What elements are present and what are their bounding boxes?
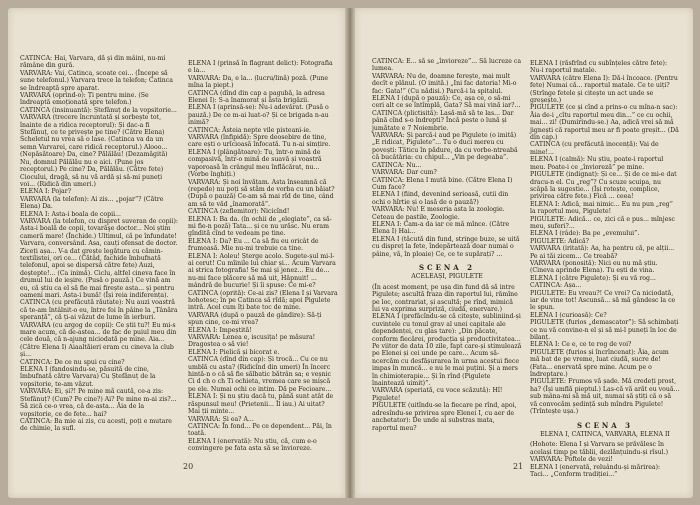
dialogue-line: (În acest moment, pe ușa din fund dă să intre Pigulete; ascultă fraza din raportul lui, rămîne pe loc, contrariat, și ascultă; pe rînd, mimică lui va exprima surpriză, ciudă, enervare.) xyxy=(372,283,518,313)
dialogue-line: VARVARA (cu argog de copii): Ce știi tu?! Eu mi-s mare acum, că de-astea... de fac de puiul meu din cele două, că n-ajung niciodată pe mine. Aia... (Către Elena I) Aiaaltăieri eram cu cineva la club și... xyxy=(20,321,177,359)
dialogue-line: PIGULETE (indignat): Și ce... Și de ce mi-e dat dracu-n el. Cu „reg”? Cu scuze scuipa, nu scăpă la sugestie... (Își rotește, complice, privirea către fete.) Fică ... ceea! xyxy=(530,171,677,201)
dialogue-line: ELENA I: Ce e, ce te rog de voi? xyxy=(530,341,632,349)
dialogue-line: CATINCA: Ba mie ai zis, cu acesti, poți e mutare de chimie, la sufl. xyxy=(20,417,172,433)
dialogue-line: CATINCA: Nu... xyxy=(372,161,422,169)
page-number-right: 21 xyxy=(513,462,524,471)
dialogue-line: PIGULETE: Frumos vă șade. Mă credeți prost, ha? (Își umflă pieptul.) Las-că vă arăt eu vouă... sub mâna-mi să mă uit, numai să știți că o să vă convocăm ședință sub mîndra Pigulete! (Trîntește ușa.) xyxy=(530,378,680,416)
dialogue-line: VARVARA (speriată, cu voce scăzută): Hî! Pigulete! xyxy=(372,387,503,402)
dialogue-line: ELENA I: Pojar? xyxy=(20,188,72,196)
dialogue-line: CATINCA (dînd din cap a pagubă, la adresa Elenei I): S-a înamorat și ăsta brigăzii. xyxy=(188,89,325,105)
left-column-2 xyxy=(188,60,338,480)
dialogue-line: PIGULETE (uitîndu-se la fiecare pe rînd, apoi, adresîndu-se privirea spre Elenei I, cu aer de anchetator): De unde ai substras mata, raportul meu? xyxy=(372,402,517,432)
dialogue-line: PIGULETE: Adică? xyxy=(530,237,589,245)
dialogue-line: ELENA I (prinsă în flagrant delict): Fotografia e la... xyxy=(188,60,333,75)
dialogue-line: VARVARA: Da, e la... (lucru/lină) poză. (Pune mîna la piept.) xyxy=(188,74,329,90)
dialogue-line: ELENA I (curioasă): Ce? xyxy=(530,311,607,319)
page-number-left: 20 xyxy=(183,462,194,471)
dialogue-line: ELENA I (aprinsă-se): Nu-i adevărat. (Pusă o pauză.) De ce m-ai luat-o? Și ce brigada n-au inimă? xyxy=(188,104,329,127)
dialogue-line: ELENA I (râde): Ba pe „evemului”. xyxy=(530,230,640,238)
dialogue-line: ELENA I (enervată): Nu știu, că, cum e-o convingere pe fata asta să se învioreze. xyxy=(188,437,317,453)
dialogue-line: ELENA I (plângătoare): Tu, într-o mină de compasivă, într-o mină de suavă și voastră vaporoasă în crângul meu înflăcărat, nu... (Vorbe înghiți.) xyxy=(188,148,322,179)
dialogue-line: VARVARA: Ei, și?! Pe mine mă caută, ce-a zis: Ștefănuț? (Cum? Pe cine?) Ai? Pe mine m-ai zis?... Să zică ce-o vrea, că de-asta... Ăia de la vopsitorie, ce de fete... hai? xyxy=(20,388,177,418)
dialogue-line: ELENA I: Ba da. (în ochii de „elegiate”, ca să-mi fie-n poză) Tata... și ce nu urăsc. Nu eram gîndită cînd te vedeam pe tine. xyxy=(188,215,332,238)
dialogue-line: VARVARA: Nu! E meseria asta la zoologie. Ceteau de pastile, Zoologie. xyxy=(372,206,505,221)
dialogue-line: ELENA I (către Pigulete): Și eu vă rog... xyxy=(530,274,656,282)
dialogue-line: ELENA I: Adică, mai nimic... Eu nu pun „reg” la raportul meu, Pigulete! xyxy=(530,200,673,216)
dialogue-line: CATINCA (cu prefăcută răutate): Nu auzi voastră că te-am întâlnit-o eu, între foi în pâine la „Tânăra speranță”, că ți-ai văzut de lume în ierburi. xyxy=(20,299,178,322)
dialogue-line: VARVARA (la telefon): Ai zis... „pojar”? (Către Elena) Da. xyxy=(20,195,164,211)
dialogue-line: ELENA I: Da? Eu ... Ca să fiu eu oricât de frumoasă. Mie nu-mi trebuie ca tine. xyxy=(188,237,319,253)
book-gutter xyxy=(345,8,355,498)
dialogue-line: CATINCA: Așa... xyxy=(530,282,582,290)
dialogue-line: CATINCA: E... să se „învioreze”... Să lucreze ca lumea. xyxy=(372,58,522,73)
dialogue-line: PIGULETE (furios și încrîncenat): Ăia, acum mă bat de pe vreme, luat ciudă, sucre de! (Fata... enervată spre mine. Acum pe o îndreptare.) xyxy=(530,348,669,379)
dialogue-line: PIGULETE: Eu vreau?! Ce vrei? Ca niciodată, iar de vine tot! Ascunsă... să mă gândesc la ce le spun. xyxy=(530,289,676,312)
dialogue-line: ELENA I: Cam-a da iar ce mă mînce. (Către Elena I) Hai... xyxy=(372,220,510,236)
dialogue-line: ELENA I (enervată, reluându-și mărirea): Taci... „Conform tradiției...” xyxy=(530,463,661,478)
dialogue-line: VARVARA: Și noi învățam. Asta înseamnă că (repede) nu poți să stăm de vorba cu un băiat? (După o pauză) Ce-am să mai rîd de tine, când am să te văd „înamorată”. xyxy=(188,178,335,208)
dialogue-line: (Hohote: Elena I și Varvara se prăvălesc în același timp pe tăblii, dezlănțuindu-și rîsul.) xyxy=(530,441,669,456)
dialogue-line: CATINCA: Hai, Varvara, dă și din mâini, nu-mi rămâne din gură. xyxy=(20,55,166,70)
dialogue-line: ELENA I: Aoleu! Șterge acolo. Sugete-șul mi-l-ai cerut! Cu mîinile lui chiar și... Acum Varvara ai strica fotografia! Se mai și jenez... Eu de... nu-mi face plăcere să mă uit, Hăpnuit! ... mândră de bucurie! Și îi spuse: Ce mi-e? xyxy=(188,252,336,290)
dialogue-line: VARVARA (iritată): Aa, ha pentru că, pe alții... Pe ai tăi zicem... Ce treabă? xyxy=(530,245,675,260)
dialogue-line: VARVARA: Și ea? A... xyxy=(188,415,254,423)
dialogue-line: VARVARA: Nu de, doamne ferește, mai mult decît e plănul. (O imită.) „Ini fac datoria! Mi-o fac: Gata!” (Cu nădisi.) Parcă-i la spitalul. xyxy=(372,72,517,95)
dialogue-line: CATINCA: Elena I mută bine. (Către Elena I) Cum face? xyxy=(372,176,513,191)
dialogue-line: CATINCA (cu prefăcută inocență): Vai de mine!... xyxy=(530,141,659,156)
dialogue-line: ELENA I (răsfrînd cu subînțeles către fete): Nu-i raportul matale. xyxy=(530,60,668,75)
scene-characters: ELENA I, CATINCA, VARVARA, ELENA II xyxy=(540,430,670,438)
scene-heading: SCENA 2 xyxy=(418,262,476,272)
dialogue-line: VARVARA: Dar cum? xyxy=(372,169,437,177)
dialogue-line: ELENA I: Pielică și bicorat e. xyxy=(188,348,280,356)
scene-heading: SCENA 3 xyxy=(576,420,634,430)
dialogue-line: VARVARA: Vai, Catinca, scoate cei... (Începe să sune telefonul.) Varvara trece la telefon; Catinca se îndreaptă spre aparat. xyxy=(20,69,173,92)
dialogue-line: CATINCA (dînd din cap): Și trocă... Cu ce nu umblă cu asta? (Ridicînd din umeri) În încerc hintă-n o că să fie sălbatic bătrân sa; e veșnic Ci d ch o ch Ti ochieta, vremea care se mișcă pe ele. Numai ochi ce intim. Dă pe Fecioare... xyxy=(188,356,332,393)
dialogue-line: PIGULETE: Adică... ce, zici că e pus... mînjesc meu, suferi?... xyxy=(530,215,676,230)
right-column-2 xyxy=(530,60,680,478)
dialogue-line: VARVARA (la telefon, cu dispret suveran de copii): Asta-i boală de copii, tovarăşe doctor... Noi știm cameră mare! (Închide.) Ultimul, că pe înfundate! Varvara, conversând. Asa, cauți ofensat de doctor. Ziceți așa... V-a dat grește legătura cu cămin-textilistei, ori ce... (Cătâd, fachide îmbufnată telefonul, apoi se dispersă către fete) Auzi, deștepte!... (Ca inimă). Ciclu, altfel cineva face în drumul lui de ieșire. (Pusă o pauză.) Ce vină am eu, că știu ca el să fie mai firește asta... și pentru oameni mari. Asta-i bună! (Își reia indiferența). xyxy=(20,217,179,299)
dialogue-line: ELENA I (prefăcîndu-se că citește, subliniind-și cuvintele cu tonul grav al unei capitale ale dependenței, cu glas tare): „Din păcate, conform fiecărei, producția și productivitatea... Pe viitor de data 10 zile, fapt care-și stimulează pe Elenei și cei unde pe care... Acum să-ncercăm cu desfășurarea în urma acestui fiece impas în muncă... e nu le mai puțini. Și a mers în chimioterapie... Și în rînd (Pigulete înaintează uimit)”. xyxy=(372,313,522,388)
dialogue-line: CATINCA (oprită): Ce-ai zis? (Elena I și Varvara hohotesc; în pe Catinca să rîdă; apoi Pigulete intră. Acel cum îți bate toc de mine. xyxy=(188,289,338,312)
left-column-1 xyxy=(20,55,178,475)
right-column-1 xyxy=(372,58,522,478)
dialogue-line: ELENA I: Și nu știu dacă tu, până sunt atât de răspunsul meu! (Prietenii... Îl iau.) Ai uitat? Mai ții minte... xyxy=(188,393,334,416)
dialogue-line: ELENA I (fiind, devenind serioasă, cutii din ochi o hîrtie și o lasă de o pauză?) xyxy=(372,191,509,206)
dialogue-line: CATINCA: În fond... Pe ce dependent... Păi, în toată. xyxy=(188,422,332,438)
dialogue-line: VARVARA: Lenea e, iscusița! pe măsura! Dragostea o să vie! xyxy=(188,334,316,349)
dialogue-line: ELENA I (fandosindu-se, păsuită de cine, îmbufnată către Varvara) Cu Ștefănuț de la vopsitorie, te-am văzut. xyxy=(20,366,156,388)
dialogue-line: VARVARA (după o pauză de gândire): Să-ți spun cine, ce-mi vrea? xyxy=(188,311,322,327)
dialogue-line: CATINCA: Ăsteia nepte vile pisteani-ie. xyxy=(188,126,311,134)
dialogue-line: ELENA I (după o pauză): Ce, așa ce, o să-mi ceri alt ce se întîmplă, Gata? Să mai vină iar?... xyxy=(372,95,521,110)
dialogue-line: VARVARA (trecere încruntată și sorbește tot, înainte de a ridica receptorul): Și dac-a fi Ștefănuț, ce te privește pe tine? (Către Elena) Scheletul nu vrea să o lase. (Catinca va da un semn Varvarei, care ridică receptorul.) Alooo... (Nepăsătoare) Da, cine? Pălălău! (Dezamăgită) Nu, domnul Pălălău nu e aici. (Pune jos receptorul.) Pe cine? Da, Pălălău. (Către fete) Ciocului, dragă, să nu vă ardă și să-mi puneți voi... (Ridică din umeri.) xyxy=(20,114,168,188)
dialogue-line: PIGULETE (ce și cînd a prins-o cu mîna-n sac): Ăia de-i „cîtu raportul meu din...” ce cu ochii, mai... zi! (Dumirindu-se.) Aa, adică vrei să mă jignești că raportul meu ar fi poate greșit... (Dă din cap.) xyxy=(530,104,679,142)
dialogue-line: ELENA I: Asta-i boala de copii... xyxy=(20,210,121,218)
dialogue-line: CATINCA (plictisită): Lasă-mă să te las... Dar până cînd s-o îndrepti? Încă peste o lună și jumătate e 7 Noiembrie. xyxy=(372,109,514,132)
dialogue-line: ELENA I: Impeștită! xyxy=(188,326,252,334)
dialogue-line: ELENA I (calmă): Nu știu, poate-i raportul meu. Poate-i ce „învioreză” pe mine. xyxy=(530,156,664,171)
scene-characters: ACELEAȘI, PIGULETE xyxy=(411,273,483,281)
dialogue-line: ELENA I (tăcută din fund, stringe buze, se uită cu dispreț la fete, îndepărtează doar numai o pâine, vă, în ploaie) Ce, ce te supărați? ... xyxy=(372,235,520,258)
dialogue-line: VARVARA (oprind-o): Ți pentru mine. (Se îndreaptă emoționată spre telefon.) xyxy=(20,92,149,107)
dialogue-line: VARVARA: Poftele de vezi! xyxy=(530,456,613,464)
dialogue-line: PIGULETE (furios „demascator”): Să schimbați ce nu vă convine-n el și să mi-l puneți în loc de bilanț. xyxy=(530,319,679,342)
dialogue-line: CATINCA (insinuantă): Ștefănuț de la vopsitorie... xyxy=(20,106,177,114)
dialogue-line: CATINCA: De ce nu spui cu cine? xyxy=(20,358,125,366)
dialogue-line: VARVARA (ponosită): Nici eu nu mă știu. (Cineva aprinde Elena). Tu ești de vina. xyxy=(530,259,658,275)
dialogue-line: VARVARA: Și parcă-i aud pe Pigulete (o imită) „E ridicat, Pigulete”... Tu o duci mereu cu povești: Tăticu în pădure, da cu vorbe-ntreabă că bucătăria: cu chipul... „Vin pe degeaba”. xyxy=(372,132,518,162)
dialogue-line: VARVARA (către Elena I): Dă-i încoace. (Pentru fete) Numai că... raportul matale. Ce te uiți? (Strînge fetele și citește un act unde se greșește.) xyxy=(530,74,678,105)
dialogue-line: CATINCA (zeflemitor): Nicicînd! xyxy=(188,208,290,216)
dialogue-line: VARVARA (înfipidă): Spre deosebire de tine, care ești o urîcioasă înfocată. Tu n-ai simțire. xyxy=(188,134,331,149)
